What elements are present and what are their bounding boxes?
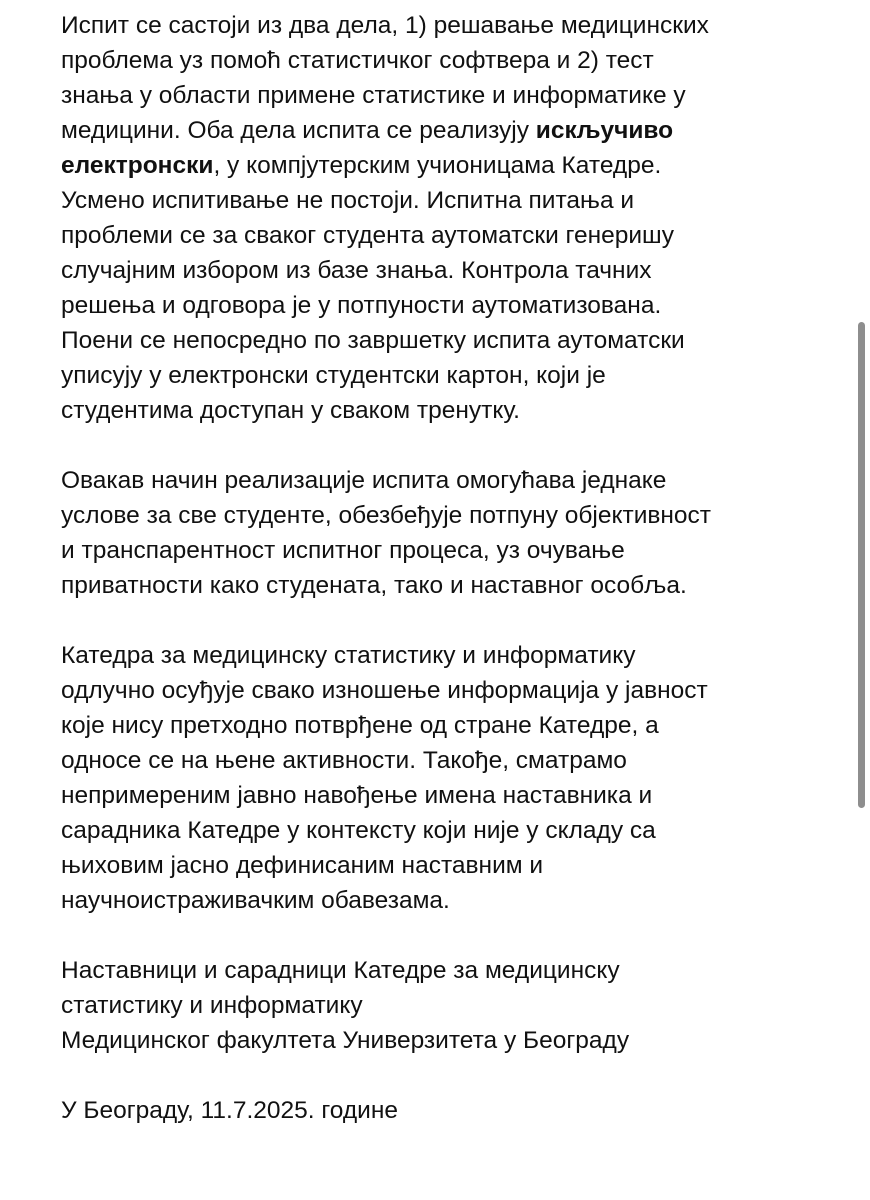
text-line [61, 113, 851, 148]
text-line: случајним избором из базе знања. Контрола тачних [61, 257, 652, 284]
text-line: и транспарентност испитног процеса, уз очување [61, 537, 625, 564]
signature-line: статистику и информатику [61, 992, 363, 1019]
text-line: њиховим јасно дефинисаним наставним и [61, 852, 544, 879]
paragraph-exam-structure [61, 8, 851, 428]
signature-line: Медицинског факултета Универзитета у Београду [61, 1027, 630, 1054]
text-line: које нису претходно потврђене од стране Катедре, а [61, 712, 659, 739]
document-body [61, 8, 851, 1163]
text-line: уписују у електронски студентски картон, који је [61, 362, 606, 389]
text-line: Испит се састоји из два дела, 1) решавање медицинских [61, 12, 709, 39]
signature-line: Наставници и сарадници Катедре за медицинску [61, 957, 620, 984]
text-line: Усмено испитивање не постоји. Испитна питања и [61, 187, 635, 214]
paragraph-condemnation [61, 638, 851, 918]
text-line: услове за све студенте, обезбеђује потпуну објективност [61, 502, 712, 529]
bold-text-electronic: електронски [61, 152, 214, 179]
text-line: знања у области примене статистике и информатике у [61, 82, 686, 109]
date-line: У Београду, 11.7.2025. године [61, 1097, 399, 1124]
text-line: решења и одговора је у потпуности аутоматизована. [61, 292, 662, 319]
vertical-scrollbar[interactable] [858, 322, 865, 808]
text-line: Овакав начин реализације испита омогућава једнаке [61, 467, 667, 494]
text-line: непримереним јавно навођење имена наставника и [61, 782, 653, 809]
text-line [61, 148, 851, 183]
bold-text-exclusively: искључиво [535, 117, 674, 144]
text-line: научноистраживачким обавезама. [61, 887, 450, 914]
text-segment: , у компјутерским учионицама Катедре. [213, 152, 662, 179]
text-line: Поени се непосредно по завршетку испита аутоматски [61, 327, 685, 354]
text-line: проблема уз помоћ статистичког софтвера и 2) тест [61, 47, 654, 74]
text-line: студентима доступан у сваком тренутку. [61, 397, 520, 424]
paragraph-fairness [61, 463, 851, 603]
text-line: приватности како студената, тако и наставног особља. [61, 572, 687, 599]
text-line: проблеми се за сваког студента аутоматски генеришу [61, 222, 674, 249]
text-line: сарадника Катедре у контексту који није у складу са [61, 817, 656, 844]
text-line: односе се на њене активности. Такође, сматрамо [61, 747, 627, 774]
text-line: одлучно осуђује свако изношење информација у јавност [61, 677, 708, 704]
text-line: Катедра за медицинску статистику и информатику [61, 642, 636, 669]
text-segment: медицини. Оба дела испита се реализују [61, 117, 536, 144]
signature-block [61, 953, 851, 1058]
